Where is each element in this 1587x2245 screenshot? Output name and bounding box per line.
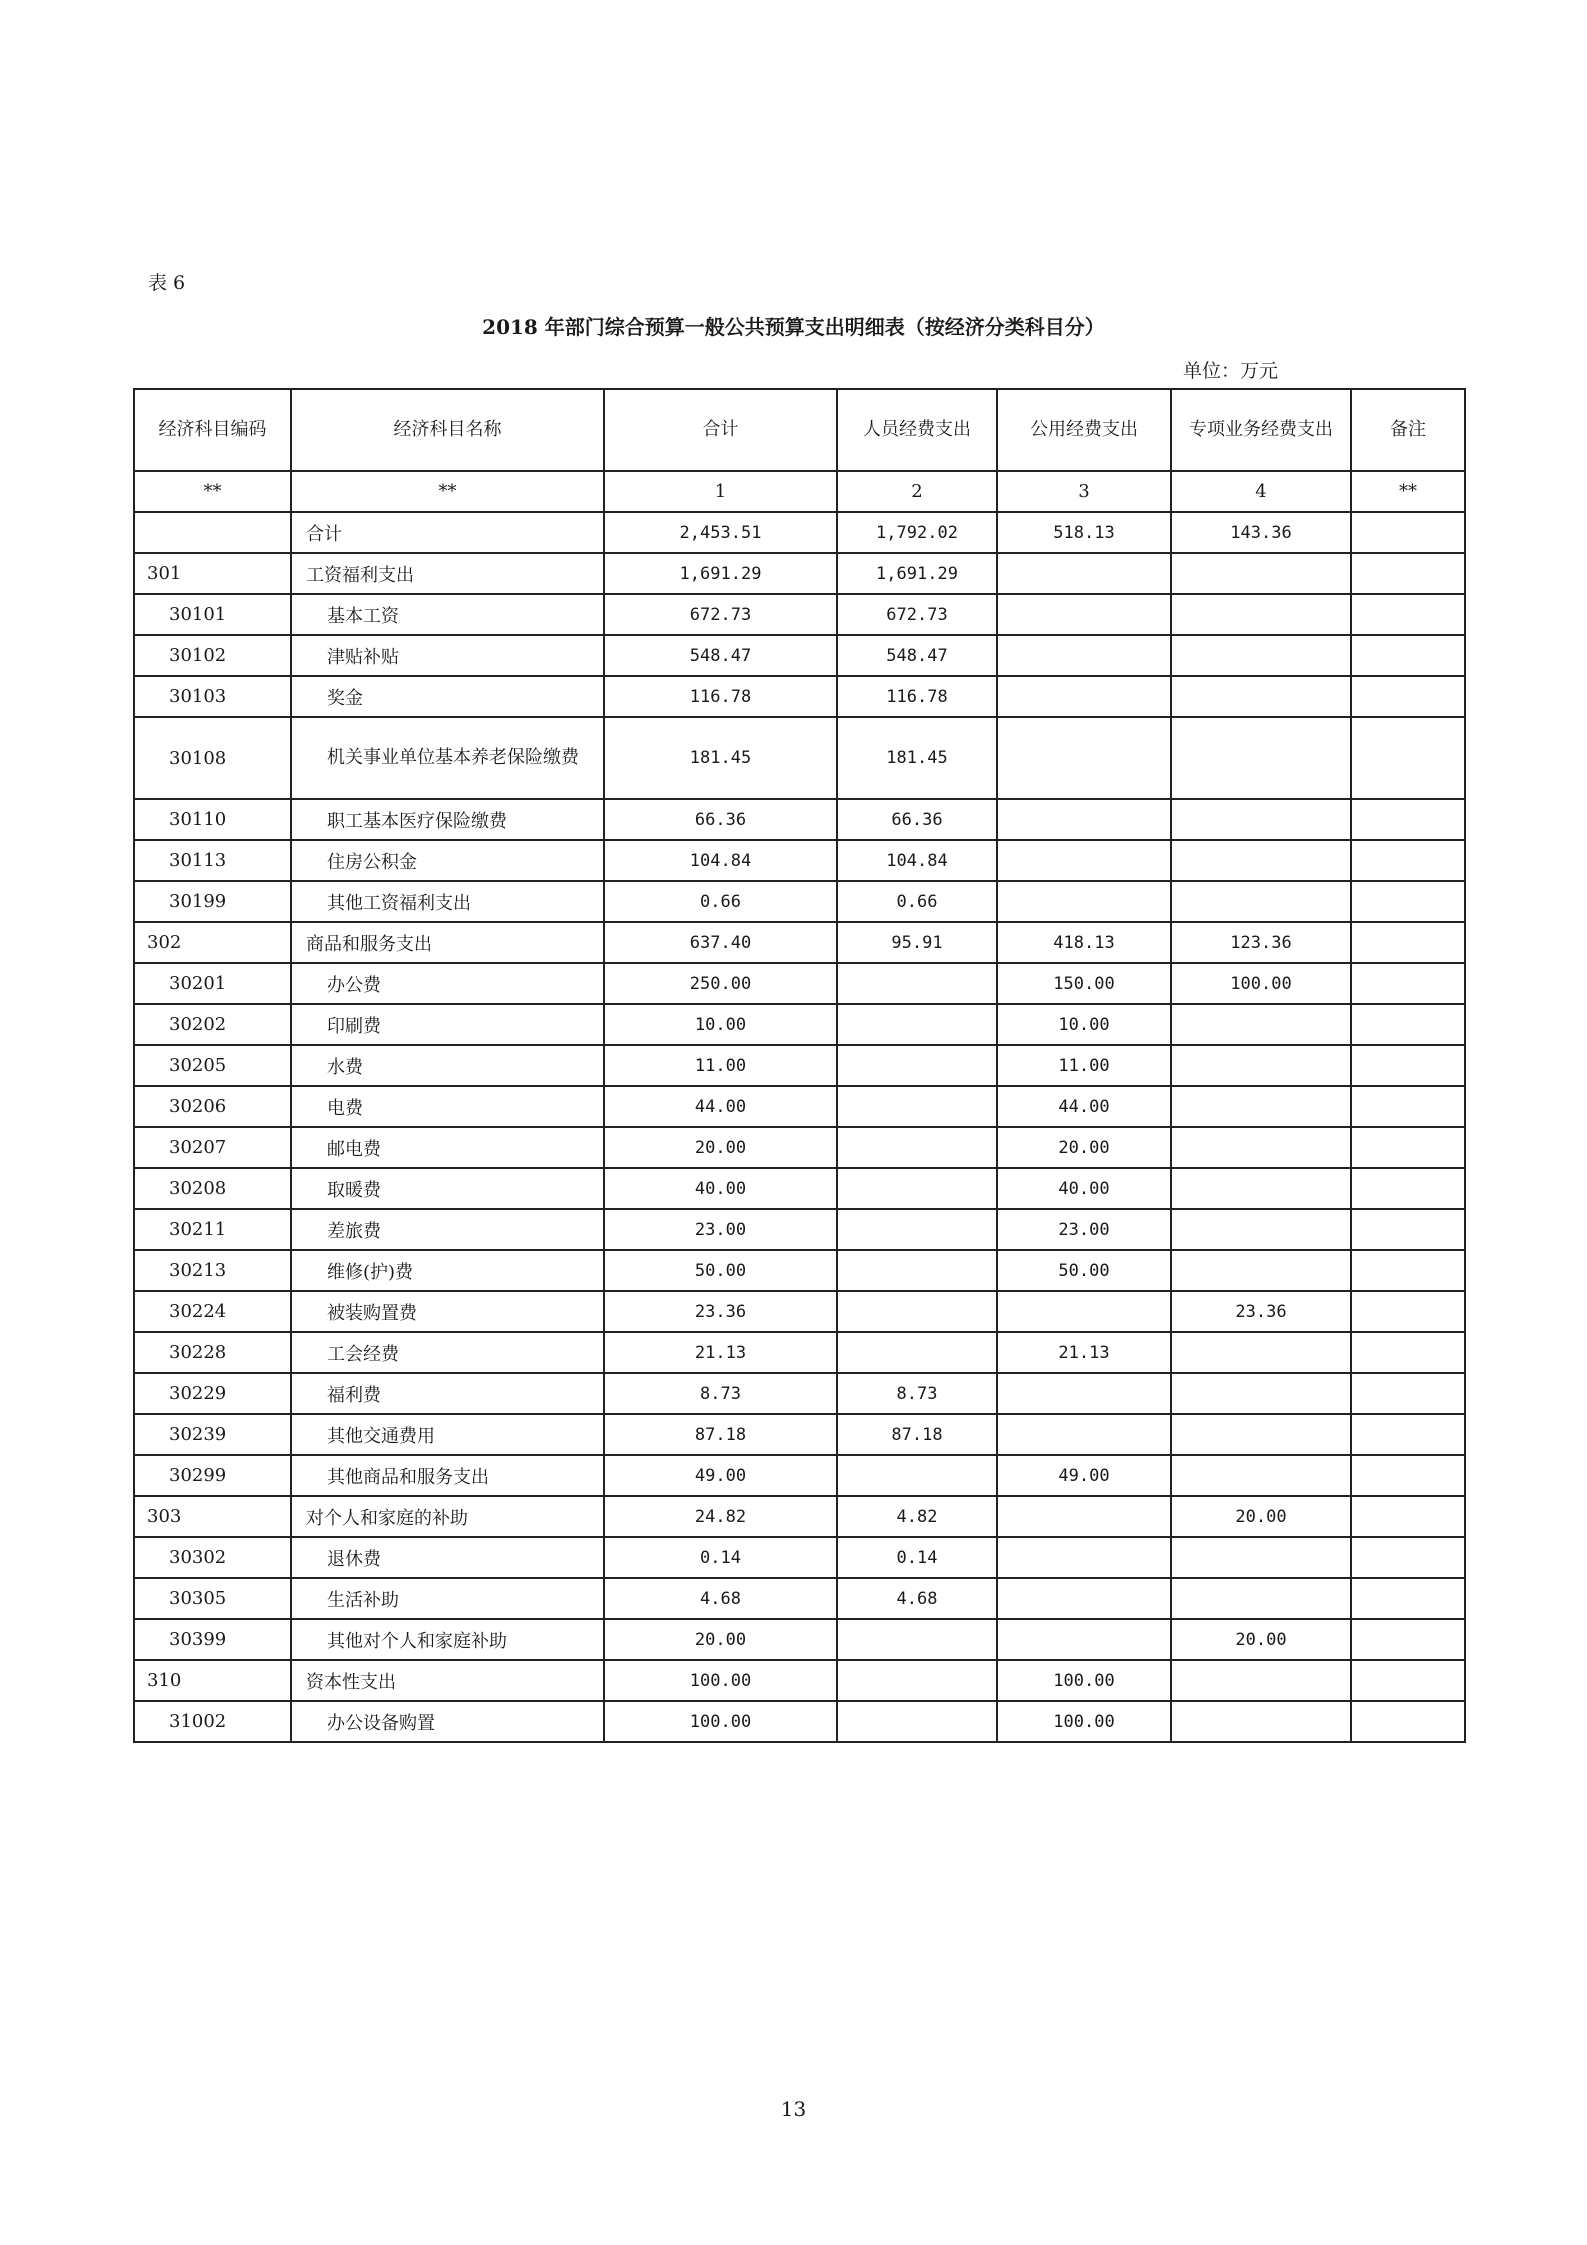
table-row	[134, 553, 1465, 594]
special-cell: 20.00	[1171, 1496, 1351, 1537]
public-cell	[997, 881, 1171, 922]
name-cell: 商品和服务支出	[291, 922, 604, 963]
public-cell: 11.00	[997, 1045, 1171, 1086]
special-cell	[1171, 1086, 1351, 1127]
table-row	[134, 1660, 1465, 1701]
total-cell: 10.00	[604, 1004, 837, 1045]
public-cell	[997, 1414, 1171, 1455]
name-cell: 资本性支出	[291, 1660, 604, 1701]
personnel-cell: 0.14	[837, 1537, 997, 1578]
note-cell	[1351, 799, 1465, 840]
code-cell: 302	[134, 922, 291, 963]
name-cell: 工会经费	[291, 1332, 604, 1373]
special-cell	[1171, 717, 1351, 799]
total-cell: 87.18	[604, 1414, 837, 1455]
code-cell: 30299	[134, 1455, 291, 1496]
public-cell: 20.00	[997, 1127, 1171, 1168]
code-cell: 30110	[134, 799, 291, 840]
special-cell	[1171, 635, 1351, 676]
note-cell	[1351, 1660, 1465, 1701]
public-cell: 150.00	[997, 963, 1171, 1004]
code-cell: 310	[134, 1660, 291, 1701]
special-cell	[1171, 1127, 1351, 1168]
special-cell	[1171, 676, 1351, 717]
name-cell: 生活补助	[291, 1578, 604, 1619]
public-cell	[997, 1619, 1171, 1660]
index-cell: 1	[604, 471, 837, 512]
public-cell	[997, 840, 1171, 881]
table-row	[134, 1537, 1465, 1578]
note-cell	[1351, 1414, 1465, 1455]
note-cell	[1351, 553, 1465, 594]
name-cell: 电费	[291, 1086, 604, 1127]
table-row	[134, 1086, 1465, 1127]
table-row	[134, 881, 1465, 922]
code-cell: 30302	[134, 1537, 291, 1578]
code-cell: 31002	[134, 1701, 291, 1742]
note-cell	[1351, 1045, 1465, 1086]
name-cell: 其他工资福利支出	[291, 881, 604, 922]
name-cell: 水费	[291, 1045, 604, 1086]
special-cell	[1171, 1414, 1351, 1455]
special-cell	[1171, 1045, 1351, 1086]
personnel-cell: 4.68	[837, 1578, 997, 1619]
personnel-cell	[837, 1455, 997, 1496]
total-cell: 116.78	[604, 676, 837, 717]
table-row	[134, 1250, 1465, 1291]
special-cell	[1171, 1578, 1351, 1619]
table-row	[134, 512, 1465, 553]
code-cell: 30199	[134, 881, 291, 922]
personnel-cell: 1,792.02	[837, 512, 997, 553]
personnel-cell	[837, 1619, 997, 1660]
code-cell: 30201	[134, 963, 291, 1004]
total-cell: 49.00	[604, 1455, 837, 1496]
note-cell	[1351, 1455, 1465, 1496]
note-cell	[1351, 1168, 1465, 1209]
index-cell: 4	[1171, 471, 1351, 512]
total-cell: 50.00	[604, 1250, 837, 1291]
public-cell	[997, 1291, 1171, 1332]
note-cell	[1351, 512, 1465, 553]
note-cell	[1351, 1209, 1465, 1250]
public-cell: 10.00	[997, 1004, 1171, 1045]
name-cell: 维修(护)费	[291, 1250, 604, 1291]
note-cell	[1351, 1619, 1465, 1660]
note-cell	[1351, 1578, 1465, 1619]
note-cell	[1351, 635, 1465, 676]
table-row	[134, 1127, 1465, 1168]
note-cell	[1351, 922, 1465, 963]
special-cell	[1171, 1373, 1351, 1414]
public-cell	[997, 635, 1171, 676]
name-cell: 办公设备购置	[291, 1701, 604, 1742]
personnel-cell: 548.47	[837, 635, 997, 676]
public-cell: 23.00	[997, 1209, 1171, 1250]
public-cell	[997, 676, 1171, 717]
name-cell: 差旅费	[291, 1209, 604, 1250]
name-cell: 印刷费	[291, 1004, 604, 1045]
personnel-cell: 87.18	[837, 1414, 997, 1455]
total-cell: 20.00	[604, 1619, 837, 1660]
table-row	[134, 1619, 1465, 1660]
total-cell: 44.00	[604, 1086, 837, 1127]
code-cell	[134, 512, 291, 553]
personnel-cell	[837, 1086, 997, 1127]
code-cell: 30113	[134, 840, 291, 881]
code-cell: 30207	[134, 1127, 291, 1168]
public-cell: 518.13	[997, 512, 1171, 553]
personnel-cell	[837, 1291, 997, 1332]
name-cell: 福利费	[291, 1373, 604, 1414]
special-cell	[1171, 1209, 1351, 1250]
public-cell	[997, 799, 1171, 840]
note-cell	[1351, 840, 1465, 881]
total-cell: 181.45	[604, 717, 837, 799]
name-cell: 合计	[291, 512, 604, 553]
total-cell: 250.00	[604, 963, 837, 1004]
name-cell: 基本工资	[291, 594, 604, 635]
public-cell	[997, 1373, 1171, 1414]
code-cell: 30399	[134, 1619, 291, 1660]
personnel-cell	[837, 1250, 997, 1291]
code-cell: 303	[134, 1496, 291, 1537]
personnel-cell: 672.73	[837, 594, 997, 635]
code-cell: 30202	[134, 1004, 291, 1045]
personnel-cell: 8.73	[837, 1373, 997, 1414]
code-cell: 30305	[134, 1578, 291, 1619]
personnel-cell: 104.84	[837, 840, 997, 881]
table-row	[134, 1291, 1465, 1332]
note-cell	[1351, 1496, 1465, 1537]
name-cell: 工资福利支出	[291, 553, 604, 594]
code-cell: 30103	[134, 676, 291, 717]
personnel-cell	[837, 1168, 997, 1209]
personnel-cell	[837, 1045, 997, 1086]
table-row	[134, 799, 1465, 840]
personnel-cell	[837, 963, 997, 1004]
special-cell: 20.00	[1171, 1619, 1351, 1660]
name-cell: 退休费	[291, 1537, 604, 1578]
public-cell	[997, 1496, 1171, 1537]
public-cell: 100.00	[997, 1660, 1171, 1701]
table-row	[134, 922, 1465, 963]
public-cell: 44.00	[997, 1086, 1171, 1127]
special-cell: 100.00	[1171, 963, 1351, 1004]
unit-label: 单位：万元	[1183, 360, 1279, 382]
total-cell: 637.40	[604, 922, 837, 963]
page-title: 2018 年部门综合预算一般公共预算支出明细表（按经济分类科目分）	[482, 315, 1105, 339]
name-cell: 职工基本医疗保险缴费	[291, 799, 604, 840]
header-personnel: 人员经费支出	[837, 389, 997, 471]
personnel-cell	[837, 1332, 997, 1373]
table-row	[134, 1455, 1465, 1496]
note-cell	[1351, 1127, 1465, 1168]
total-cell: 23.00	[604, 1209, 837, 1250]
code-cell: 30206	[134, 1086, 291, 1127]
name-cell: 机关事业单位基本养老保险缴费	[291, 717, 604, 799]
special-cell	[1171, 1660, 1351, 1701]
name-cell: 对个人和家庭的补助	[291, 1496, 604, 1537]
table-row	[134, 963, 1465, 1004]
code-cell: 30101	[134, 594, 291, 635]
total-cell: 100.00	[604, 1701, 837, 1742]
special-cell	[1171, 1332, 1351, 1373]
public-cell	[997, 717, 1171, 799]
public-cell: 50.00	[997, 1250, 1171, 1291]
header-row	[134, 389, 1465, 471]
note-cell	[1351, 1291, 1465, 1332]
personnel-cell: 116.78	[837, 676, 997, 717]
note-cell	[1351, 676, 1465, 717]
table-row	[134, 840, 1465, 881]
table-row	[134, 635, 1465, 676]
public-cell: 49.00	[997, 1455, 1171, 1496]
code-cell: 30239	[134, 1414, 291, 1455]
code-cell: 30228	[134, 1332, 291, 1373]
budget-table	[133, 388, 1466, 1743]
personnel-cell: 95.91	[837, 922, 997, 963]
table-row	[134, 717, 1465, 799]
special-cell	[1171, 1004, 1351, 1045]
note-cell	[1351, 717, 1465, 799]
total-cell: 548.47	[604, 635, 837, 676]
name-cell: 被装购置费	[291, 1291, 604, 1332]
name-cell: 邮电费	[291, 1127, 604, 1168]
public-cell	[997, 594, 1171, 635]
name-cell: 奖金	[291, 676, 604, 717]
special-cell	[1171, 553, 1351, 594]
code-cell: 30102	[134, 635, 291, 676]
special-cell: 123.36	[1171, 922, 1351, 963]
total-cell: 11.00	[604, 1045, 837, 1086]
special-cell	[1171, 1701, 1351, 1742]
public-cell: 21.13	[997, 1332, 1171, 1373]
public-cell	[997, 553, 1171, 594]
personnel-cell: 1,691.29	[837, 553, 997, 594]
special-cell	[1171, 840, 1351, 881]
name-cell: 住房公积金	[291, 840, 604, 881]
index-cell: 3	[997, 471, 1171, 512]
special-cell	[1171, 799, 1351, 840]
note-cell	[1351, 1373, 1465, 1414]
personnel-cell: 66.36	[837, 799, 997, 840]
code-cell: 30224	[134, 1291, 291, 1332]
special-cell	[1171, 1455, 1351, 1496]
table-row	[134, 1168, 1465, 1209]
personnel-cell: 4.82	[837, 1496, 997, 1537]
special-cell	[1171, 594, 1351, 635]
note-cell	[1351, 1086, 1465, 1127]
total-cell: 100.00	[604, 1660, 837, 1701]
special-cell: 23.36	[1171, 1291, 1351, 1332]
code-cell: 30205	[134, 1045, 291, 1086]
name-cell: 取暖费	[291, 1168, 604, 1209]
personnel-cell	[837, 1660, 997, 1701]
table-row	[134, 1045, 1465, 1086]
header-code: 经济科目编码	[134, 389, 291, 471]
note-cell	[1351, 1332, 1465, 1373]
index-cell: **	[134, 471, 291, 512]
total-cell: 66.36	[604, 799, 837, 840]
total-cell: 23.36	[604, 1291, 837, 1332]
page-number: 13	[780, 2097, 807, 2121]
personnel-cell: 181.45	[837, 717, 997, 799]
public-cell: 100.00	[997, 1701, 1171, 1742]
code-cell: 301	[134, 553, 291, 594]
table-row	[134, 1332, 1465, 1373]
table-row	[134, 594, 1465, 635]
name-cell: 办公费	[291, 963, 604, 1004]
special-cell	[1171, 881, 1351, 922]
note-cell	[1351, 594, 1465, 635]
total-cell: 40.00	[604, 1168, 837, 1209]
total-cell: 672.73	[604, 594, 837, 635]
public-cell: 40.00	[997, 1168, 1171, 1209]
table-row	[134, 1209, 1465, 1250]
code-cell: 30108	[134, 717, 291, 799]
index-cell: **	[291, 471, 604, 512]
table-number-label: 表 6	[148, 272, 186, 294]
total-cell: 0.66	[604, 881, 837, 922]
code-cell: 30229	[134, 1373, 291, 1414]
note-cell	[1351, 1701, 1465, 1742]
header-total: 合计	[604, 389, 837, 471]
table-row	[134, 676, 1465, 717]
header-name: 经济科目名称	[291, 389, 604, 471]
total-cell: 20.00	[604, 1127, 837, 1168]
name-cell: 其他交通费用	[291, 1414, 604, 1455]
table-row	[134, 1701, 1465, 1742]
code-cell: 30213	[134, 1250, 291, 1291]
table-row	[134, 1496, 1465, 1537]
public-cell	[997, 1537, 1171, 1578]
index-cell: **	[1351, 471, 1465, 512]
total-cell: 21.13	[604, 1332, 837, 1373]
personnel-cell	[837, 1127, 997, 1168]
table-row	[134, 1578, 1465, 1619]
total-cell: 104.84	[604, 840, 837, 881]
personnel-cell	[837, 1701, 997, 1742]
table-row	[134, 1004, 1465, 1045]
note-cell	[1351, 1537, 1465, 1578]
personnel-cell	[837, 1209, 997, 1250]
name-cell: 其他对个人和家庭补助	[291, 1619, 604, 1660]
header-note: 备注	[1351, 389, 1465, 471]
code-cell: 30208	[134, 1168, 291, 1209]
header-special: 专项业务经费支出	[1171, 389, 1351, 471]
total-cell: 2,453.51	[604, 512, 837, 553]
personnel-cell: 0.66	[837, 881, 997, 922]
index-cell: 2	[837, 471, 997, 512]
note-cell	[1351, 1250, 1465, 1291]
public-cell: 418.13	[997, 922, 1171, 963]
special-cell	[1171, 1250, 1351, 1291]
total-cell: 8.73	[604, 1373, 837, 1414]
note-cell	[1351, 1004, 1465, 1045]
total-cell: 24.82	[604, 1496, 837, 1537]
special-cell	[1171, 1168, 1351, 1209]
table-row	[134, 1373, 1465, 1414]
total-cell: 1,691.29	[604, 553, 837, 594]
special-cell: 143.36	[1171, 512, 1351, 553]
table-row	[134, 1414, 1465, 1455]
personnel-cell	[837, 1004, 997, 1045]
total-cell: 4.68	[604, 1578, 837, 1619]
special-cell	[1171, 1537, 1351, 1578]
total-cell: 0.14	[604, 1537, 837, 1578]
header-public: 公用经费支出	[997, 389, 1171, 471]
code-cell: 30211	[134, 1209, 291, 1250]
note-cell	[1351, 963, 1465, 1004]
index-row	[134, 471, 1465, 512]
name-cell: 津贴补贴	[291, 635, 604, 676]
name-cell: 其他商品和服务支出	[291, 1455, 604, 1496]
note-cell	[1351, 881, 1465, 922]
public-cell	[997, 1578, 1171, 1619]
